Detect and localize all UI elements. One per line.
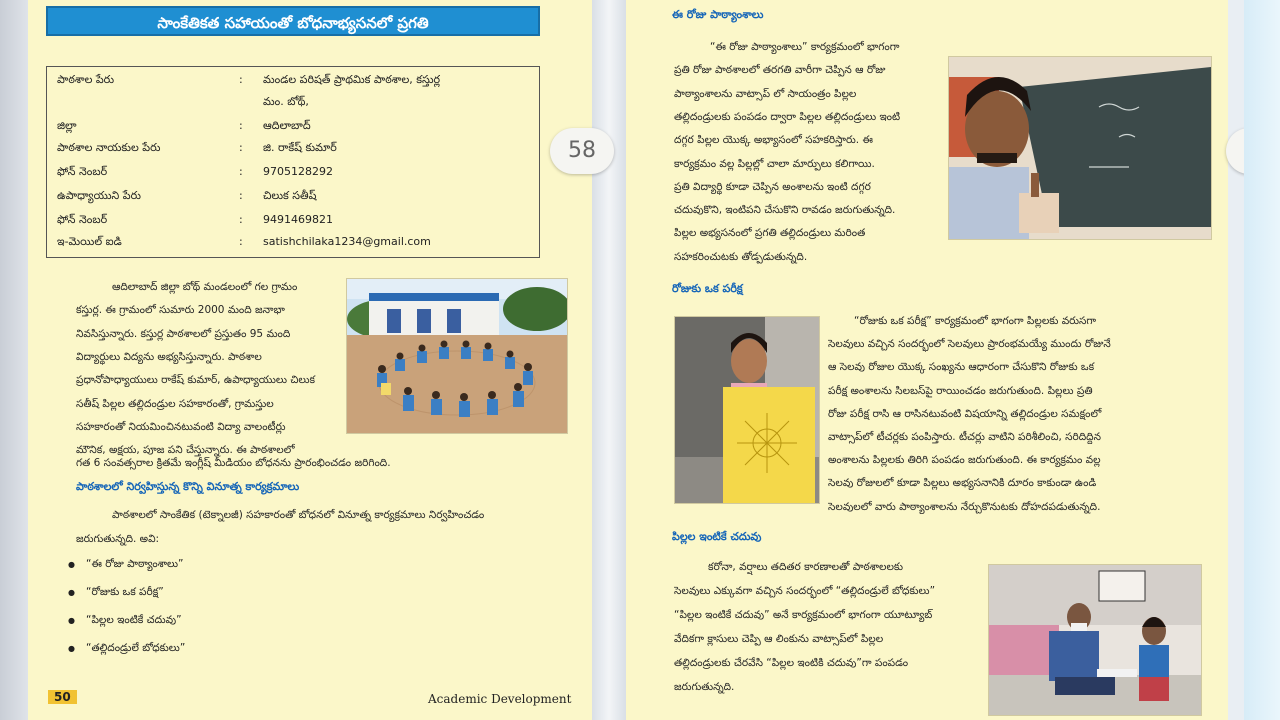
info-value: satishchilaka1234@gmail.com (263, 235, 431, 248)
text-line: గత 6 సంవత్సరాల క్రితమే ఇంగ్లీష్ మీడియం బోధనను ప్రారంభించడం జరిగింది. (76, 457, 391, 469)
info-row (57, 189, 527, 207)
text-line: వేదికగా క్లాసులు చెప్పి ఆ లింకును వాట్సాప్‌లో పిల్లల (674, 633, 884, 645)
info-key: ఉపాధ్యాయుని పేరు (57, 189, 141, 202)
text-line: పిల్లల అభ్యసనంలో ప్రగతి తల్లిదండ్రులు మరింత (674, 227, 866, 240)
text-line: సెలవులు ఎక్కువగా వచ్చిన సందర్భంలో “తల్లిదండ్రులే బోధకులు” (674, 585, 936, 597)
teacher-selfie-photo (948, 56, 1212, 240)
info-value: మం. బోథ్, (263, 95, 309, 108)
info-colon: : (239, 73, 243, 86)
info-row (57, 235, 527, 253)
footer-section-title: Academic Development (428, 692, 572, 706)
info-value: 9705128292 (263, 165, 333, 178)
programs-subheading: పాఠశాలలో నిర్వహిస్తున్న కొన్ని వినూత్న కార్యక్రమాలు (76, 480, 300, 493)
text-line: పాఠశాలలో సాంకేతిక (టెక్నాలజీ) సహకారంతో బోధనలో వినూత్న కార్యక్రమాలు నిర్వహించడం (112, 509, 485, 521)
text-line: కరోనా, వర్షాలు తదితర కారణాలతో పాఠశాలలకు (708, 561, 904, 573)
info-colon: : (239, 119, 243, 132)
info-key: పాఠశాల పేరు (57, 73, 115, 86)
text-line: ప్రధానోపాధ్యాయులు రాకేష్ కుమార్, ఉపాధ్యాయులు చిలుక (76, 374, 315, 387)
text-line: నివసిస్తున్నారు. కస్తుర్ల పాఠశాలలో ప్రస్తుతం 95 మంది (76, 327, 291, 340)
text-line: సెలవు రోజులలో కూడా పిల్లలు అభ్యసనానికి దూరం కాకుండా ఉండి (828, 477, 1097, 490)
text-line: కార్యక్రమం వల్ల పిల్లల్లో చాలా మార్పులు కలిగాయి. (674, 157, 875, 170)
text-line: చదువుకొని, ఇంటిపని చేసుకొని రావడం జరుగుతున్నది. (674, 204, 896, 217)
right-edge (1244, 0, 1280, 720)
text-line: పరీక్ష అంశాలను సిలబస్‌పై రాయించడం జరుగుతుంది. పిల్లలు ప్రతి (828, 384, 1093, 397)
text-line: దగ్గర పిల్లల యొక్క అభ్యాసంలో సహకరిస్తారు. ఈ (674, 134, 873, 147)
text-line: “ఈ రోజు పాఠ్యాంశాలు” కార్యక్రమంలో భాగంగా (710, 41, 900, 53)
text-line: తల్లిదండ్రులకు చేరవేసి “పిల్లల ఇంటికి చదువు”గా పంపడం (674, 657, 909, 669)
program-list-item: ● “ఈ రోజు పాఠ్యాంశాలు” (86, 558, 184, 573)
section-today-lessons-heading: ఈ రోజు పాఠ్యాంశాలు (672, 8, 764, 21)
text-line: మౌనిక, అక్షయ, పూజ పని చేస్తున్నారు. ఈ పాఠశాలలో (76, 444, 295, 457)
text-line: “రోజుకు ఒక పరీక్ష” కార్యక్రమంలో భాగంగా పిల్లలకు వరుసగా (854, 315, 1097, 327)
text-line: సెలవులలో వారు పాఠ్యాంశాలను నేర్చుకొనుటకు దోహదపడుతున్నది. (828, 500, 1101, 513)
text-line: రోజు పరీక్ష రాసి ఆ రాసినటువంటి విషయాన్ని తల్లిదండ్రుల సమక్షంలో (828, 407, 1102, 420)
info-colon: : (239, 189, 243, 202)
info-colon: : (239, 213, 243, 226)
info-row (57, 141, 527, 159)
section-daily-test-heading: రోజుకు ఒక పరీక్ష (672, 282, 743, 295)
text-line: “పిల్లల ఇంటికే చదువు” అనే కార్యక్రమంలో భాగంగా యూట్యూబ్ (674, 609, 933, 621)
text-line: సహకారంతో నియమించినటువంటి విద్యా వాలంటీర్లు (76, 420, 286, 433)
text-line: సెలవులు వచ్చిన సందర్భంలో సెలవులు ప్రారంభమయ్యే ముందు రోజునే (828, 338, 1111, 351)
book-gutter (592, 0, 626, 720)
info-value: చిలుక సతీష్ (263, 189, 317, 202)
text-line: సహకరించుటకు తోడ్పడుతున్నది. (674, 250, 808, 263)
info-row (57, 119, 527, 137)
program-list-item: ● “రోజుకు ఒక పరీక్ష” (86, 586, 164, 601)
info-key: జిల్లా (57, 119, 77, 132)
text-line: జరుగుతున్నది. (674, 681, 735, 693)
info-row (57, 165, 527, 183)
text-line: పాఠ్యాంశాలను వాట్సాప్ లో సాయంత్రం పిల్లల (674, 87, 857, 100)
school-photo (346, 278, 568, 434)
info-value: 9491469821 (263, 213, 333, 226)
info-key: పాఠశాల నాయకుల పేరు (57, 141, 161, 154)
girl-with-chart-photo (674, 316, 820, 504)
info-colon: : (239, 165, 243, 178)
page-number: 50 (48, 690, 77, 704)
section-home-study-heading: పిల్లల ఇంటికే చదువు (672, 530, 762, 543)
text-line: వాట్సాప్‌లో టీచర్లకు పంపిస్తారు. టీచర్లు వాటిని పరిశీలించి, సరిదిద్దిన (828, 431, 1101, 443)
program-list-item: ● “పిల్లల ఇంటికే చదువు” (86, 614, 182, 629)
info-colon: : (239, 141, 243, 154)
info-value: ఆదిలాబాద్ (263, 119, 311, 132)
article-title: సాంకేతికత సహాయంతో బోధనాభ్యసనలో ప్రగతి (46, 6, 540, 36)
info-key: ఫోన్ నెంబర్ (57, 213, 108, 226)
text-line: జరుగుతున్నది. అవి: (76, 533, 160, 545)
info-colon: : (239, 235, 243, 248)
school-info-box (46, 66, 540, 258)
teacher-student-photo (988, 564, 1202, 716)
text-line: ప్రతి విద్యార్థి కూడా చెప్పిన అంశాలను ఇంటి దగ్గర (674, 180, 871, 193)
text-line: ఆ సెలవు రోజుల యొక్క సంఖ్యను ఆధారంగా చేసుకొని రోజుకు ఒక (828, 361, 1095, 374)
text-line: అంశాలను పిల్లలకు తిరిగి పంపడం జరుగుతుంది. ఈ కార్యక్రమం వల్ల (828, 454, 1101, 467)
text-line: సతీష్ పిల్లల తల్లిదండ్రుల సహకారంతో, గ్రామస్తుల (76, 397, 274, 410)
info-value: మండల పరిషత్ ప్రాథమిక పాఠశాల, కస్తుర్ల (263, 73, 441, 86)
info-value: జి. రాకేష్ కుమార్ (263, 141, 337, 154)
text-line: ప్రతి రోజు పాఠశాలలో తరగతి వారీగా చెప్పిన ఆ రోజు (674, 64, 886, 77)
info-key: ఫోన్ నెంబర్ (57, 165, 108, 178)
info-row (57, 95, 527, 113)
text-line: విద్యార్థులు విద్యను అభ్యసిస్తున్నారు. పాఠశాల (76, 350, 262, 363)
info-row (57, 213, 527, 231)
info-row (57, 73, 527, 91)
program-list-item: ● “తల్లిదండ్రులే బోధకులు” (86, 642, 185, 657)
page-badge-58[interactable]: 58 (550, 128, 614, 174)
text-line: ఆదిలాబాద్ జిల్లా బోథ్ మండలంలో గల గ్రామం (112, 281, 298, 293)
info-key: ఇ-మెయిల్ ఐడి (57, 235, 122, 248)
text-line: తల్లిదండ్రులకు పంపడం ద్వారా పిల్లల తల్లిదండ్రులు ఇంటి (674, 110, 901, 123)
left-edge (0, 0, 28, 720)
text-line: కస్తుర్ల. ఈ గ్రామంలో సుమారు 2000 మంది జనాభా (76, 304, 285, 317)
